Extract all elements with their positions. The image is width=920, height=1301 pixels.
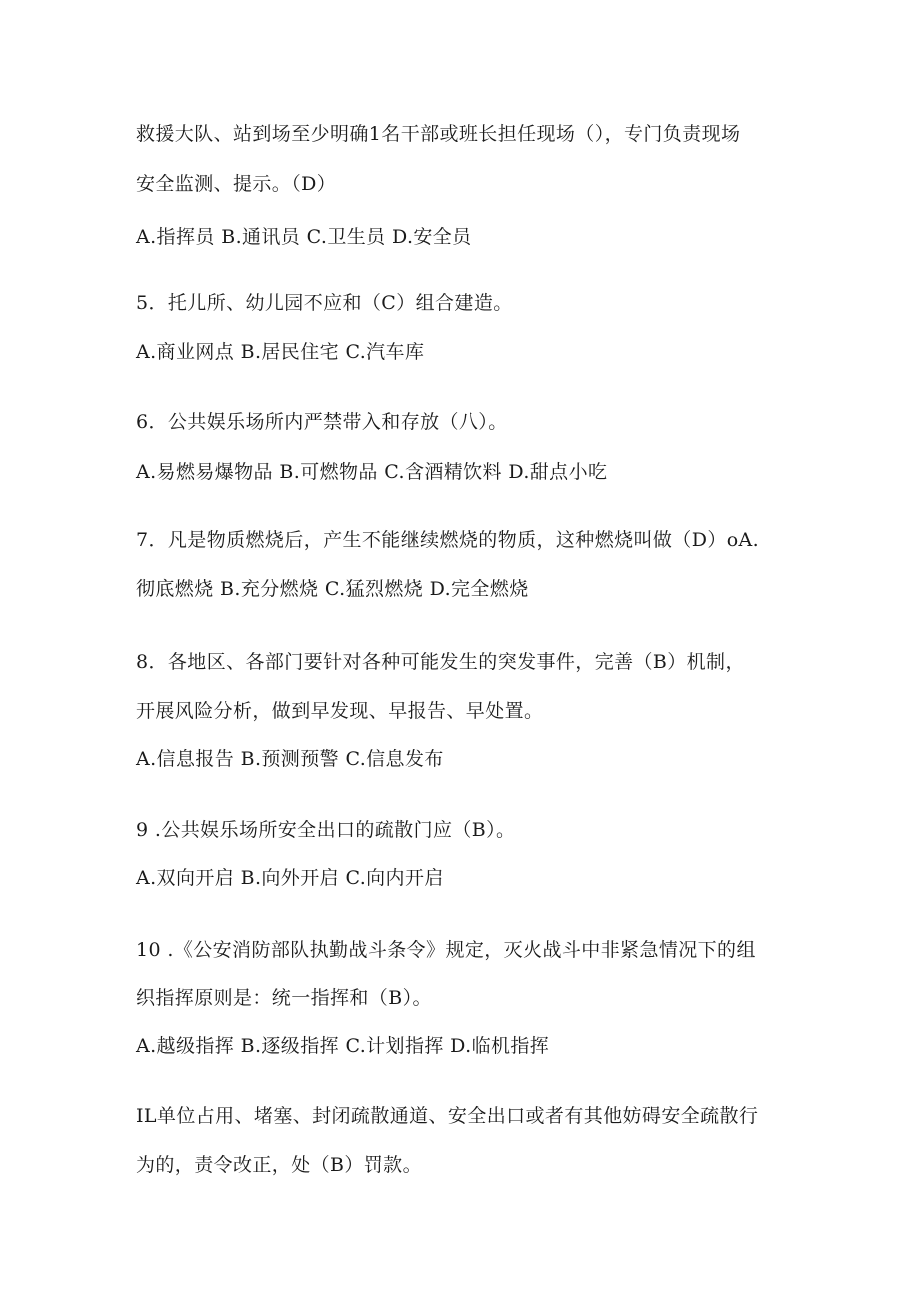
question-11-stem-line-1: IL单位占用、堵塞、封闭疏散通道、安全出口或者有其他妨碍安全疏散行: [136, 1105, 759, 1127]
question-7-stem-line-1: 7．凡是物质燃烧后，产生不能继续燃烧的物质，这种燃烧叫做（D）oA.: [136, 529, 760, 551]
question-9-stem: 9 .公共娱乐场所安全出口的疏散门应（B）。: [136, 819, 516, 841]
question-5-stem: 5．托儿所、幼儿园不应和（C）组合建造。: [136, 292, 513, 314]
question-8-stem-line-2: 开展风险分析，做到早发现、早报告、早处置。: [136, 700, 544, 722]
question-4-stem-line-1: 救援大队、站到场至少明确1名干部或班长担任现场（），专门负责现场: [136, 123, 741, 145]
question-6-options: A.易燃易爆物品 B.可燃物品 C.含酒精饮料 D.甜点小吃: [136, 461, 608, 483]
question-8-stem-line-1: 8．各地区、各部门要针对各种可能发生的突发事件，完善（B）机制，: [136, 651, 745, 673]
question-8-options: A.信息报告 B.预测预警 C.信息发布: [136, 748, 444, 770]
question-5-options: A.商业网点 B.居民住宅 C.汽车库: [136, 341, 425, 363]
question-10-stem-line-2: 织指挥原则是：统一指挥和（B）。: [136, 987, 432, 1009]
question-6-stem: 6．公共娱乐场所内严禁带入和存放（八）。: [136, 411, 508, 433]
question-4-options: A.指挥员 B.通讯员 C.卫生员 D.安全员: [136, 226, 472, 248]
question-4-stem-line-2: 安全监测、提示。（D）: [136, 173, 337, 195]
question-10-stem-line-1: 10 .《公安消防部队执勤战斗条令》规定，灭火战斗中非紧急情况下的组: [136, 939, 756, 961]
question-7-stem-line-2: 彻底燃烧 B.充分燃烧 C.猛烈燃烧 D.完全燃烧: [136, 578, 529, 600]
question-10-options: A.越级指挥 B.逐级指挥 C.计划指挥 D.临机指挥: [136, 1035, 550, 1057]
question-9-options: A.双向开启 B.向外开启 C.向内开启: [136, 867, 444, 889]
question-11-stem-line-2: 为的，责令改正，处（B）罚款。: [136, 1154, 422, 1176]
